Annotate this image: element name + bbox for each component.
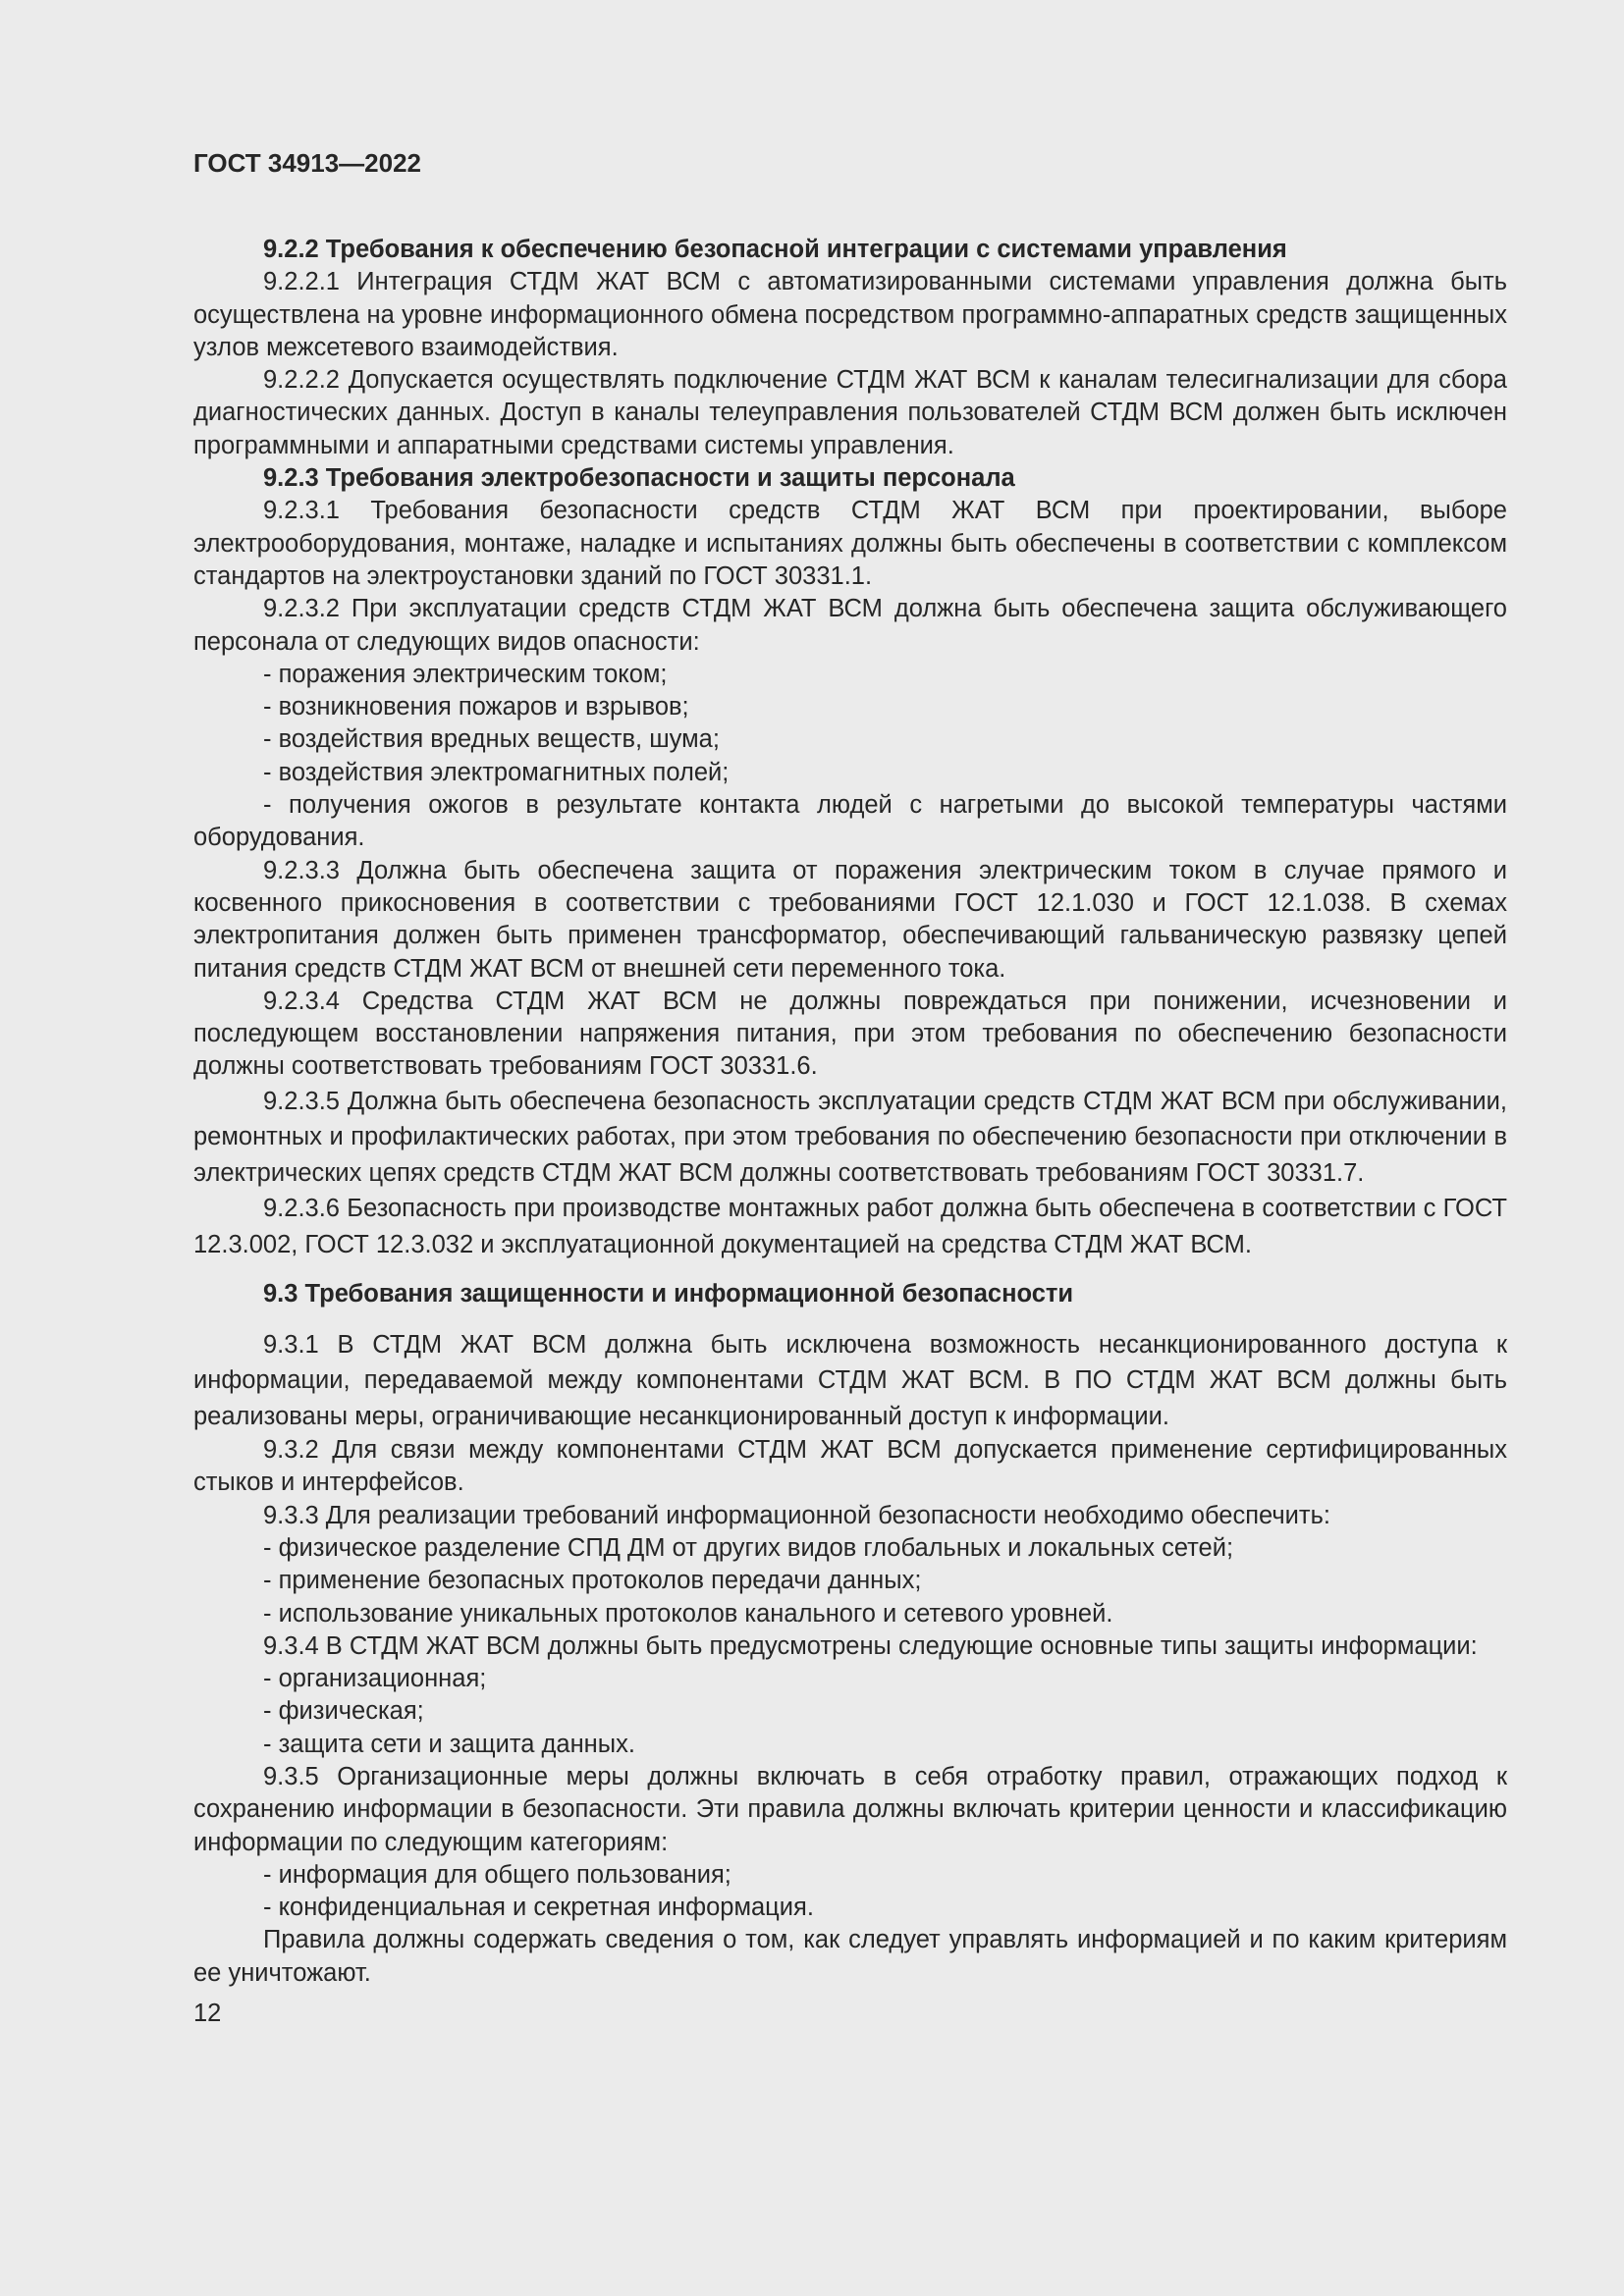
section-heading: 9.2.3 Требования электробезопасности и защиты персонала: [263, 464, 1015, 493]
document-body: [193, 234, 1507, 1990]
list-item: - физическое разделение СПД ДМ от других видов глобальных и локальных сетей;: [263, 1533, 1234, 1562]
list-item: - применение безопасных протоколов передачи данных;: [263, 1567, 922, 1595]
paragraph: 9.2.2.1 Интеграция СТДМ ЖАТ ВСМ с автоматизированными системами управления должна быть осуществлена на уровне информационного обмена посредством программно-аппаратных средств защищенных узлов межсетевого взаимодействия.: [193, 268, 1507, 361]
paragraph: - получения ожогов в результате контакта людей с нагретыми до высокой температуры частями оборудования.: [193, 791, 1507, 852]
list-item: - поражения электрическим током;: [263, 660, 668, 688]
list-item: - защита сети и защита данных.: [263, 1730, 635, 1758]
section-heading: 9.3 Требования защищенности и информационной безопасности: [263, 1280, 1074, 1308]
document-page: [193, 143, 1507, 2030]
paragraph: 9.2.3.2 При эксплуатации средств СТДМ ЖАТ ВСМ должна быть обеспечена защита обслуживающего персонала от следующих видов опасности:: [193, 595, 1507, 656]
paragraph: 9.2.3.6 Безопасность при производстве монтажных работ должна быть обеспечена в соответствии с ГОСТ 12.3.002, ГОСТ 12.3.032 и эксплуатационной документацией на средства СТДМ ЖАТ ВСМ.: [193, 1195, 1507, 1258]
paragraph: 9.3.1 В СТДМ ЖАТ ВСМ должна быть исключена возможность несанкционированного доступа к информации, передаваемой между компонентами СТДМ ЖАТ ВСМ. В ПО СТДМ ЖАТ ВСМ должны быть реализованы меры, ограничивающие несанкционированный доступ к информации.: [193, 1330, 1507, 1430]
list-item: - возникновения пожаров и взрывов;: [263, 693, 689, 721]
paragraph: 9.2.3.1 Требования безопасности средств СТДМ ЖАТ ВСМ при проектировании, выборе электрооборудования, монтаже, наладке и испытаниях должны быть обеспечены в соответствии с комплексом стандартов на электроустановки зданий по ГОСТ 30331.1.: [193, 497, 1507, 590]
list-item: - конфиденциальная и секретная информация.: [263, 1894, 814, 1922]
paragraph: Правила должны содержать сведения о том, как следует управлять информацией и по каким критериям ее уничтожают.: [193, 1926, 1507, 1987]
list-item: - физическая;: [263, 1697, 424, 1726]
paragraph: 9.3.5 Организационные меры должны включать в себя отработку правил, отражающих подход к сохранению информации в безопасности. Эти правила должны включать критерии ценности и классификацию информации по следующим категориям:: [193, 1762, 1507, 1856]
list-item: - информация для общего пользования;: [263, 1860, 731, 1889]
paragraph: 9.3.4 В СТДМ ЖАТ ВСМ должны быть предусмотрены следующие основные типы защиты информации:: [263, 1631, 1478, 1660]
list-item: - использование уникальных протоколов канального и сетевого уровней.: [263, 1599, 1113, 1628]
paragraph: 9.2.3.3 Должна быть обеспечена защита от поражения электрическим током в случае прямого и косвенного прикосновения в соответствии с требованиями ГОСТ 12.1.030 и ГОСТ 12.1.038. В схемах электропитания должен быть применен трансформатор, обеспечивающий гальваническую развязку цепей питания средств СТДМ ЖАТ ВСМ от внешней сети переменного тока.: [193, 856, 1507, 983]
document-header: ГОСТ 34913—2022: [193, 148, 421, 178]
paragraph: 9.2.3.4 Средства СТДМ ЖАТ ВСМ не должны повреждаться при понижении, исчезновении и последующем восстановлении напряжения питания, при этом требования по обеспечению безопасности должны соответствовать требованиям ГОСТ 30331.6.: [193, 987, 1507, 1081]
paragraph: 9.3.3 Для реализации требований информационной безопасности необходимо обеспечить:: [263, 1501, 1330, 1529]
page-number: 12: [193, 2000, 222, 2028]
list-item: - воздействия вредных веществ, шума;: [263, 725, 720, 754]
paragraph: 9.3.2 Для связи между компонентами СТДМ ЖАТ ВСМ допускается применение сертифицированных стыков и интерфейсов.: [193, 1436, 1507, 1497]
list-item: - воздействия электромагнитных полей;: [263, 758, 730, 786]
section-heading: 9.2.2 Требования к обеспечению безопасной интеграции с системами управления: [263, 236, 1287, 263]
paragraph: 9.2.3.5 Должна быть обеспечена безопасность эксплуатации средств СТДМ ЖАТ ВСМ при обслуживании, ремонтных и профилактических работах, при этом требования по обеспечению безопасности при отключении в электрических цепях средств СТДМ ЖАТ ВСМ должны соответствовать требованиям ГОСТ 30331.7.: [193, 1087, 1507, 1187]
paragraph: 9.2.2.2 Допускается осуществлять подключение СТДМ ЖАТ ВСМ к каналам телесигнализации для сбора диагностических данных. Доступ в каналы телеуправления пользователей СТДМ ВСМ должен быть исключен программными и аппаратными средствами системы управления.: [193, 366, 1507, 459]
list-item: - организационная;: [263, 1665, 487, 1693]
